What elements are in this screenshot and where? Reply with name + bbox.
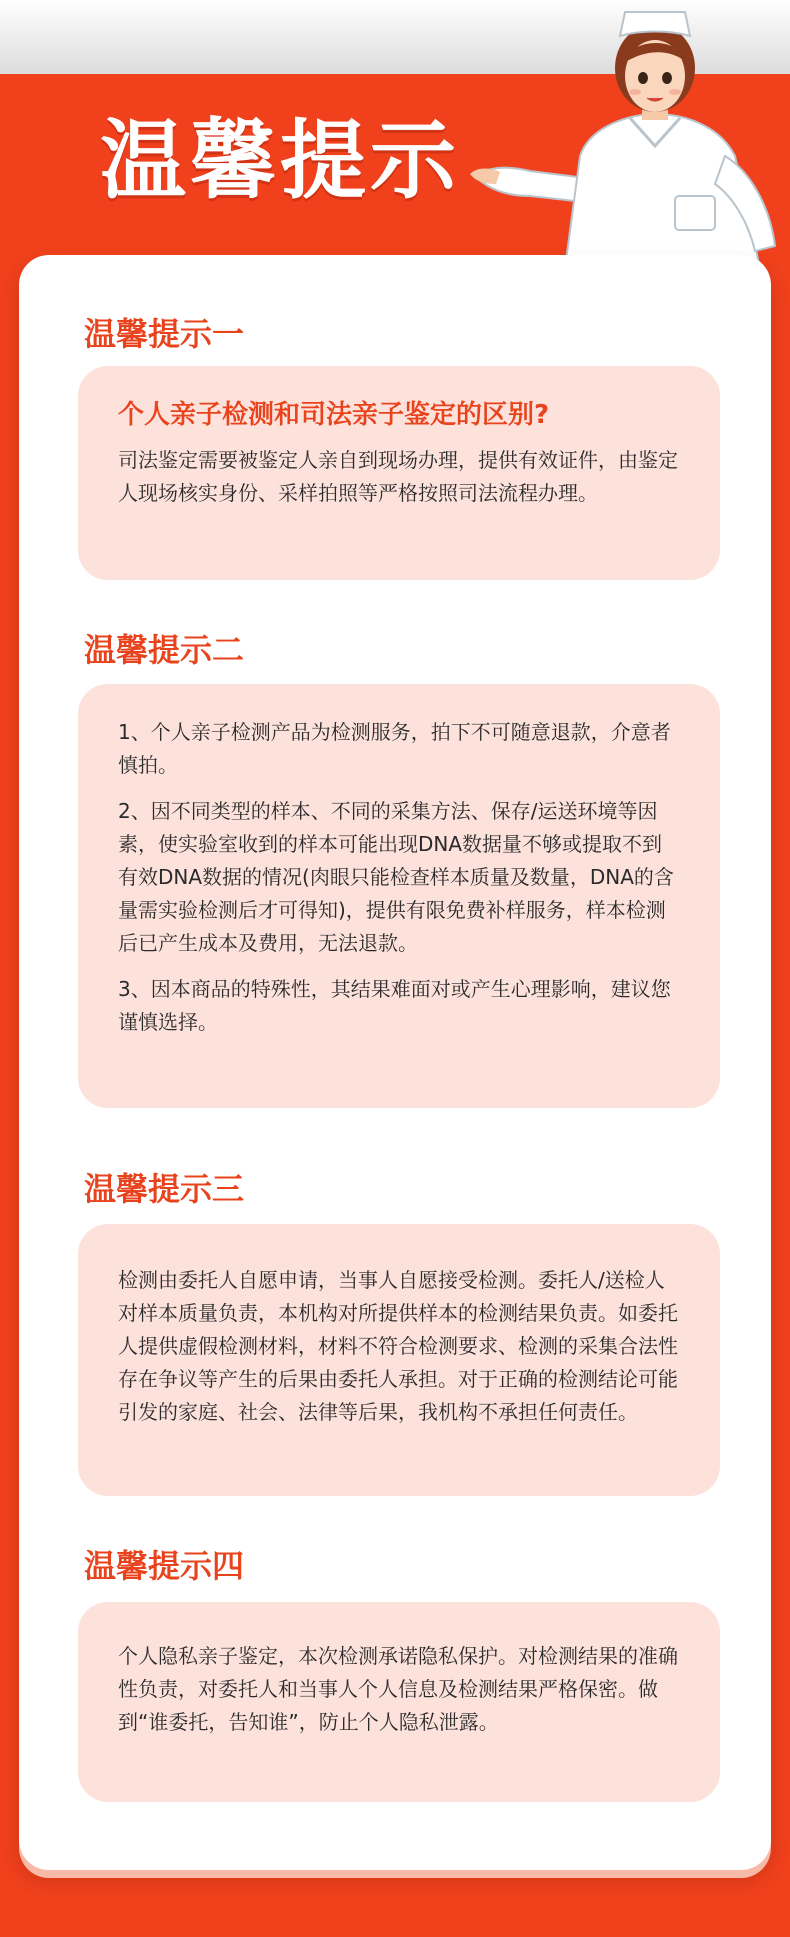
section-2-paragraph-1: 1、个人亲子检测产品为检测服务，拍下不可随意退款，介意者慎拍。 xyxy=(118,720,671,777)
section-box-2 xyxy=(78,684,720,1108)
section-box-1 xyxy=(78,366,720,580)
section-box-3 xyxy=(78,1224,720,1496)
section-title-2: 温馨提示二 xyxy=(84,631,245,669)
section-title-1: 温馨提示一 xyxy=(84,315,245,353)
section-2-paragraph-2: 2、因不同类型的样本、不同的采集方法、保存/运送环境等因素，使实验室收到的样本可能出现DNA数据量不够或提取不到有效DNA数据的情况(肉眼只能检查样本质量及数量，DNA的含量需实验检测后才可得知)，提供有限免费补样服务，样本检测后已产生成本及费用，无法退款。 xyxy=(118,799,674,955)
section-1-paragraph-1: 司法鉴定需要被鉴定人亲自到现场办理，提供有效证件，由鉴定人现场核实身份、采样拍照等严格按照司法流程办理。 xyxy=(118,448,678,505)
section-box-4 xyxy=(78,1602,720,1802)
nurse-illustration xyxy=(470,6,790,268)
section-4-paragraph-1: 个人隐私亲子鉴定，本次检测承诺隐私保护。对检测结果的准确性负责，对委托人和当事人个人信息及检测结果严格保密。做到“谁委托，告知谁”，防止个人隐私泄露。 xyxy=(118,1644,678,1734)
section-heading-1: 个人亲子检测和司法亲子鉴定的区别? xyxy=(118,400,550,430)
section-2-paragraph-3: 3、因本商品的特殊性，其结果难面对或产生心理影响，建议您谨慎选择。 xyxy=(118,977,671,1034)
section-3-paragraph-1: 检测由委托人自愿申请，当事人自愿接受检测。委托人/送检人对样本质量负责，本机构对所提供样本的检测结果负责。如委托人提供虚假检测材料，材料不符合检测要求、检测的采集合法性存在争议等产生的后果由委托人承担。对于正确的检测结论可能引发的家庭、社会、法律等后果，我机构不承担任何责任。 xyxy=(118,1268,678,1424)
banner-title: 温馨提示 xyxy=(100,111,460,211)
bottom-strip xyxy=(0,1912,790,1937)
section-title-4: 温馨提示四 xyxy=(84,1547,245,1585)
section-title-3: 温馨提示三 xyxy=(84,1170,245,1208)
